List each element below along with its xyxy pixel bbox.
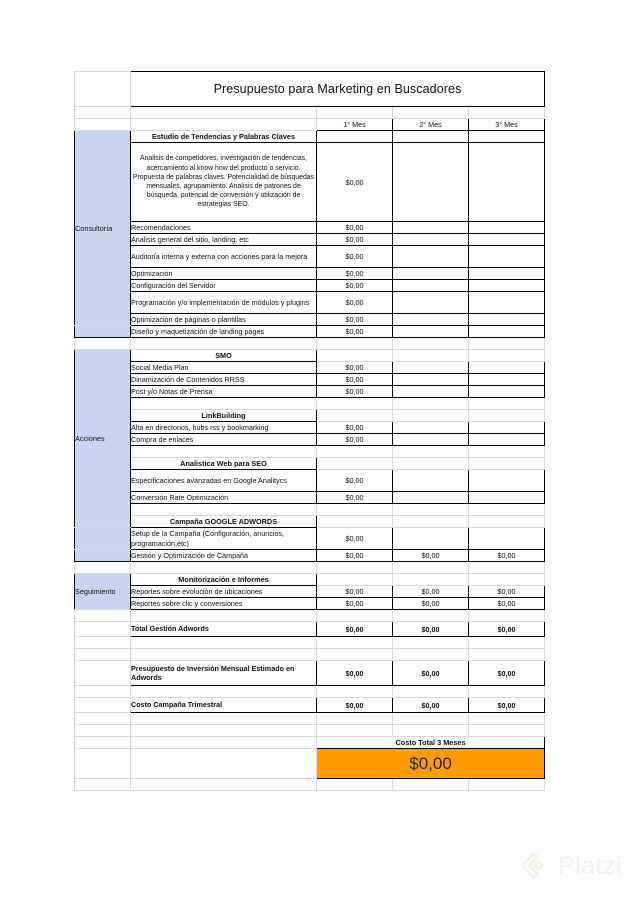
cell-empty: [469, 779, 545, 791]
section-header-adwords: Campaña GOOGLE ADWORDS: [131, 516, 317, 528]
cell-month2[interactable]: [393, 326, 469, 338]
cell-month2[interactable]: $0,00: [393, 622, 469, 637]
table-row: [75, 374, 545, 386]
spacer-row: [75, 504, 545, 516]
table-row: [75, 492, 545, 504]
cell-month1[interactable]: $0,00: [317, 280, 393, 292]
cell-month1[interactable]: [317, 131, 393, 143]
cell-empty: [393, 649, 469, 661]
cell-empty: [317, 713, 393, 725]
cell-month3[interactable]: [469, 326, 545, 338]
cell-empty: [131, 338, 317, 350]
cell-month3[interactable]: [469, 574, 545, 586]
cell-empty: [317, 398, 393, 410]
group-label-acciones: Acciones: [75, 350, 131, 528]
row-label-diseno-landing: Diseño y maquetización de landing pages: [131, 326, 317, 338]
cell-empty: [75, 338, 131, 350]
cell-empty: [75, 119, 131, 131]
section-header-monitorizacion: Monitorización e Informes: [131, 574, 317, 586]
row-label-reportes-clic: Reportes sobre clic y conversiones: [131, 598, 317, 610]
cell-month1[interactable]: $0,00: [317, 234, 393, 246]
table-row: [75, 598, 545, 610]
cell-empty: [317, 446, 393, 458]
group-cell-acciones: [75, 550, 131, 562]
table-row: [75, 528, 545, 550]
cell-empty: [317, 686, 393, 698]
cell-month2[interactable]: [393, 470, 469, 492]
spacer-row: [75, 562, 545, 574]
cell-month3[interactable]: [469, 470, 545, 492]
cell-empty: [75, 725, 131, 737]
table-row: [75, 246, 545, 268]
cell-empty: [75, 562, 131, 574]
cell-month3[interactable]: $0,00: [469, 586, 545, 598]
spacer-row: [75, 637, 545, 649]
cell-month3[interactable]: $0,00: [469, 622, 545, 637]
row-label-reportes-ubicaciones: Reportes sobre evolución de ubicaciones: [131, 586, 317, 598]
cell-month3[interactable]: [469, 516, 545, 528]
table-row: [75, 586, 545, 598]
spreadsheet[interactable]: [74, 71, 544, 791]
cell-month1[interactable]: $0,00: [317, 698, 393, 713]
cell-empty: [131, 779, 317, 791]
cell-empty: [131, 725, 317, 737]
cell-month2[interactable]: [393, 422, 469, 434]
spacer-row: [75, 649, 545, 661]
spacer-row: [75, 725, 545, 737]
section-header-estudio: Estudio de Tendencias y Palabras Claves: [131, 131, 317, 143]
row-label-social-media-plan: Social Media Plan: [131, 362, 317, 374]
cell-empty: [469, 637, 545, 649]
cell-empty: [469, 562, 545, 574]
spacer-row: [75, 398, 545, 410]
cell-empty: [75, 637, 131, 649]
cell-month1[interactable]: $0,00: [317, 292, 393, 314]
cell-empty: [393, 725, 469, 737]
cell-empty: [75, 610, 131, 622]
row-label-post-prensa: Post y/o Notas de Prensa: [131, 386, 317, 398]
table-row: [75, 268, 545, 280]
cell-month1[interactable]: $0,00: [317, 470, 393, 492]
cell-empty: [317, 562, 393, 574]
cell-month2[interactable]: [393, 222, 469, 234]
cell-month3[interactable]: [469, 280, 545, 292]
cell-month3[interactable]: [469, 434, 545, 446]
spacer-row: [75, 686, 545, 698]
row-label-descripcion-estudio: Analisis de competidores, investigación de tendencias, acercamiento al know how del producto o servicio. Propuesta de palabras claves. Potencialidad de búsquedas mensuales, agrupamiento. Analisis de patrones de búsqueda, potencial de conversión y utilización de estrategias SEO.: [131, 143, 317, 222]
budget-table: [74, 71, 545, 791]
table-row: [75, 280, 545, 292]
cell-month3[interactable]: [469, 528, 545, 550]
cell-empty: [393, 446, 469, 458]
cell-month2[interactable]: $0,00: [393, 586, 469, 598]
cell-empty: [469, 686, 545, 698]
cell-empty: [317, 725, 393, 737]
cell-month3[interactable]: [469, 268, 545, 280]
row-label-optimizacion: Optimización: [131, 268, 317, 280]
cell-month1[interactable]: [317, 458, 393, 470]
spacer-row: [75, 446, 545, 458]
cell-month1[interactable]: [317, 516, 393, 528]
cell-empty: [75, 649, 131, 661]
cell-empty: [131, 562, 317, 574]
cell-month3[interactable]: $0,00: [469, 661, 545, 686]
cell-month2[interactable]: [393, 280, 469, 292]
cell-empty: [393, 562, 469, 574]
cell-month3[interactable]: [469, 143, 545, 222]
platzi-logo-icon: [522, 851, 552, 881]
cell-month3[interactable]: [469, 234, 545, 246]
grand-total-label: Costo Total 3 Meses: [317, 737, 545, 749]
cell-month3[interactable]: [469, 222, 545, 234]
cell-month1[interactable]: $0,00: [317, 434, 393, 446]
cell-empty: [393, 686, 469, 698]
platzi-watermark: [522, 851, 622, 881]
cell-empty: [131, 749, 317, 779]
cell-month1[interactable]: $0,00: [317, 326, 393, 338]
cell-empty: [317, 338, 393, 350]
cell-month2[interactable]: [393, 386, 469, 398]
cell-month2[interactable]: [393, 246, 469, 268]
cell-month3[interactable]: [469, 350, 545, 362]
cell-month1[interactable]: $0,00: [317, 386, 393, 398]
cell-empty: [131, 686, 317, 698]
table-row: [75, 314, 545, 326]
cell-empty: [393, 504, 469, 516]
cell-month2[interactable]: [393, 492, 469, 504]
cell-empty: [393, 610, 469, 622]
group-cell-consultoria: [75, 326, 131, 338]
row-label-auditoria: Auditoría interna y externa con acciones para la mejora: [131, 246, 317, 268]
cell-empty: [131, 107, 317, 119]
table-row: [75, 143, 545, 222]
cell-month3[interactable]: [469, 492, 545, 504]
cell-empty: [393, 779, 469, 791]
table-row: [75, 422, 545, 434]
cell-empty: [393, 398, 469, 410]
cell-empty: [75, 713, 131, 725]
cell-empty: [75, 698, 131, 713]
column-header-month2: 2° Mes: [393, 119, 469, 131]
spacer-row: [75, 779, 545, 791]
cell-empty: [469, 107, 545, 119]
cell-month2[interactable]: [393, 314, 469, 326]
cell-empty: [75, 107, 131, 119]
cell-month1[interactable]: $0,00: [317, 362, 393, 374]
spacer-row: [75, 713, 545, 725]
cell-month2[interactable]: $0,00: [393, 550, 469, 562]
row-label-recomendaciones: Recomendaciones: [131, 222, 317, 234]
cell-month1[interactable]: $0,00: [317, 550, 393, 562]
section-row-analistica: [75, 458, 545, 470]
cell-empty: [75, 686, 131, 698]
cell-empty: [469, 610, 545, 622]
cell-empty: [393, 338, 469, 350]
row-label-analisis-general: Analisis general del sitio, landing, etc: [131, 234, 317, 246]
cell-month1[interactable]: $0,00: [317, 598, 393, 610]
cell-month3[interactable]: [469, 314, 545, 326]
table-row: [75, 326, 545, 338]
cell-empty: [317, 504, 393, 516]
cell-month2[interactable]: [393, 131, 469, 143]
cell-month1[interactable]: $0,00: [317, 143, 393, 222]
row-label-alta-directorios: Alta en directorios, hubs rss y bookmarking: [131, 422, 317, 434]
cell-month1[interactable]: $0,00: [317, 246, 393, 268]
section-header-smo: SMO: [131, 350, 317, 362]
cell-empty: [131, 446, 317, 458]
table-row: [75, 292, 545, 314]
cell-month1[interactable]: $0,00: [317, 222, 393, 234]
cell-month2[interactable]: $0,00: [393, 698, 469, 713]
cell-month3[interactable]: [469, 131, 545, 143]
cell-empty: [75, 779, 131, 791]
total-row-gestion-adwords: [75, 622, 545, 637]
cell-empty: [393, 637, 469, 649]
row-label-costo-trimestral: Costo Campaña Trimestral: [131, 698, 317, 713]
cell-empty: [469, 338, 545, 350]
cell-empty: [317, 637, 393, 649]
grand-total-header-row: [75, 737, 545, 749]
cell-empty: [75, 749, 131, 779]
table-row: [75, 386, 545, 398]
row-label-total-gestion: Total Gestión Adwords: [131, 622, 317, 637]
cell-empty: [317, 107, 393, 119]
cell-empty: [393, 713, 469, 725]
cell-month2[interactable]: $0,00: [393, 661, 469, 686]
cell-empty: [75, 622, 131, 637]
cell-month2[interactable]: [393, 143, 469, 222]
cell-month3[interactable]: [469, 362, 545, 374]
cell-month3[interactable]: [469, 246, 545, 268]
cell-month1[interactable]: $0,00: [317, 622, 393, 637]
group-label-seguimiento: Seguimiento: [75, 574, 131, 610]
spacer-row: [75, 338, 545, 350]
cell-empty: [469, 649, 545, 661]
cell-month3[interactable]: [469, 410, 545, 422]
section-row-monitorizacion: [75, 574, 545, 586]
cell-empty: [131, 504, 317, 516]
table-row: [75, 222, 545, 234]
cell-empty: [131, 637, 317, 649]
total-row-presupuesto-inversion: [75, 661, 545, 686]
table-row: [75, 470, 545, 492]
cell-month2[interactable]: $0,00: [393, 598, 469, 610]
section-row-estudio: [75, 131, 545, 143]
cell-month3[interactable]: [469, 458, 545, 470]
cell-month2[interactable]: [393, 458, 469, 470]
cell-empty: [317, 649, 393, 661]
section-header-linkbuilding: LinkBuilding: [131, 410, 317, 422]
cell-empty: [131, 737, 317, 749]
section-row-linkbuilding: [75, 410, 545, 422]
column-header-month1: 1° Mes: [317, 119, 393, 131]
cell-month1[interactable]: $0,00: [317, 492, 393, 504]
cell-empty: [75, 72, 131, 107]
group-label-consultoria: Consultoría: [75, 131, 131, 326]
cell-empty: [469, 398, 545, 410]
table-row: [75, 434, 545, 446]
cell-month1[interactable]: $0,00: [317, 314, 393, 326]
cell-month3[interactable]: [469, 292, 545, 314]
row-label-config-servidor: Configuración del Servidor: [131, 280, 317, 292]
row-label-programacion: Programación y/o implementación de módulos y plugins: [131, 292, 317, 314]
cell-month1[interactable]: [317, 410, 393, 422]
cell-empty: [131, 610, 317, 622]
cell-month1[interactable]: [317, 350, 393, 362]
cell-empty: [131, 713, 317, 725]
grand-total-row: [75, 749, 545, 779]
cell-empty: [317, 610, 393, 622]
row-label-compra-enlaces: Compra de enlaces: [131, 434, 317, 446]
row-label-setup-campana: Setup de la Campaña (Configuración, anuncios, programación,etc): [131, 528, 317, 550]
cell-empty: [131, 649, 317, 661]
cell-month2[interactable]: [393, 362, 469, 374]
grand-total-value[interactable]: $0,00: [317, 749, 545, 779]
page-title: Presupuesto para Marketing en Buscadores: [131, 72, 545, 107]
cell-empty: [393, 107, 469, 119]
cell-empty: [75, 737, 131, 749]
cell-month2[interactable]: [393, 410, 469, 422]
row-label-dinamizacion: Dinamización de Contenidos RRSS: [131, 374, 317, 386]
row-label-optim-paginas: Optimización de páginas o plantillas: [131, 314, 317, 326]
cell-month2[interactable]: [393, 516, 469, 528]
title-row: [75, 72, 545, 107]
cell-month2[interactable]: [393, 350, 469, 362]
cell-month1[interactable]: $0,00: [317, 268, 393, 280]
cell-month3[interactable]: [469, 386, 545, 398]
section-row-adwords: [75, 516, 545, 528]
group-cell-acciones: [75, 528, 131, 550]
cell-month1[interactable]: [317, 574, 393, 586]
cell-month2[interactable]: [393, 234, 469, 246]
row-label-conversion-rate: Conversión Rate Optimización: [131, 492, 317, 504]
cell-month2[interactable]: [393, 268, 469, 280]
cell-month3[interactable]: $0,00: [469, 550, 545, 562]
table-row: [75, 234, 545, 246]
cell-month2[interactable]: [393, 528, 469, 550]
cell-month2[interactable]: [393, 292, 469, 314]
cell-empty: [469, 725, 545, 737]
cell-empty: [131, 398, 317, 410]
spacer-row: [75, 610, 545, 622]
section-row-smo: [75, 350, 545, 362]
cell-month2[interactable]: [393, 574, 469, 586]
table-row: [75, 362, 545, 374]
cell-empty: [469, 713, 545, 725]
cell-month1[interactable]: $0,00: [317, 422, 393, 434]
cell-empty: [131, 119, 317, 131]
cell-month1[interactable]: $0,00: [317, 661, 393, 686]
cell-month3[interactable]: [469, 422, 545, 434]
cell-month2[interactable]: [393, 434, 469, 446]
cell-month3[interactable]: $0,00: [469, 598, 545, 610]
cell-empty: [469, 446, 545, 458]
month-header-row: [75, 119, 545, 131]
cell-month1[interactable]: $0,00: [317, 586, 393, 598]
row-label-presupuesto-inversion: Presupuesto de Inversión Mensual Estimado en Adwords: [131, 661, 317, 686]
section-header-analistica: Analistica Web para SEO: [131, 458, 317, 470]
row-label-especificaciones: Especificaciones avanzadas en Google Analitycs: [131, 470, 317, 492]
cell-month3[interactable]: $0,00: [469, 698, 545, 713]
cell-month1[interactable]: $0,00: [317, 528, 393, 550]
column-header-month3: 3° Mes: [469, 119, 545, 131]
table-row: [75, 550, 545, 562]
cell-empty: [75, 661, 131, 686]
cell-empty: [469, 504, 545, 516]
platzi-wordmark: Platzi: [557, 851, 622, 880]
row-label-gestion-campana: Gestión y Optimización de Campaña: [131, 550, 317, 562]
spacer-row: [75, 107, 545, 119]
cell-month2[interactable]: [393, 374, 469, 386]
cell-empty: [317, 779, 393, 791]
total-row-costo-trimestral: [75, 698, 545, 713]
cell-month1[interactable]: $0,00: [317, 374, 393, 386]
cell-month3[interactable]: [469, 374, 545, 386]
